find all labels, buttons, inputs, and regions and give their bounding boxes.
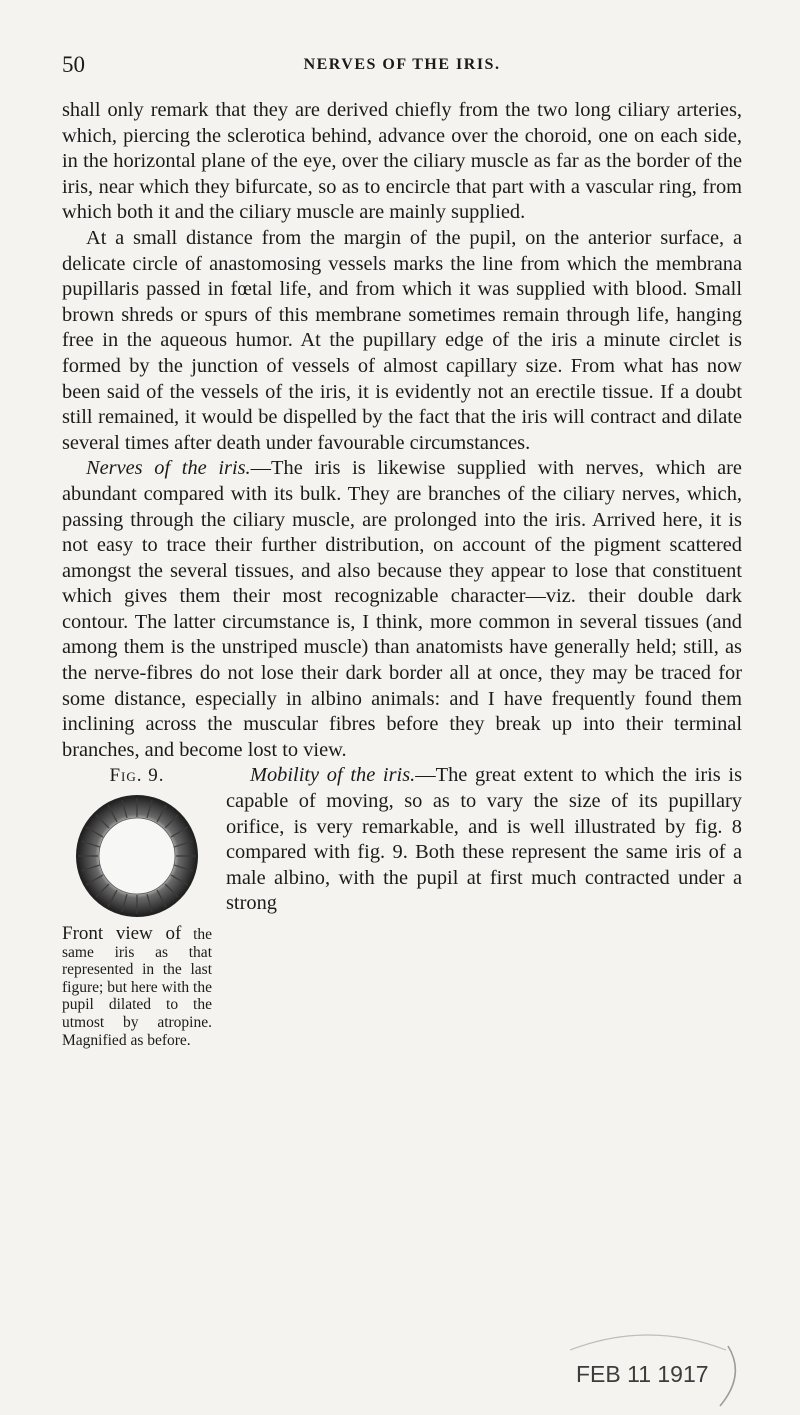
figure-caption-lead: Front view of [62, 923, 182, 945]
paragraph-nerves [62, 456, 742, 763]
iris-illustration [72, 793, 202, 919]
nerves-text: —The iris is likewise supplied with nerves, which are abundant compared with its bulk. They are branches of the ciliary nerves, which, passing through the ciliary muscle, are prolonged into the iris. Arrived here, it is not easy to trace their further distribution, on account of the pigment scattered amongst the several tissues, and also because they appear to lose that constituent which gives them their most recognizable character—viz. their double dark contour. The latter circumstance is, I think, more common in several tissues (and among them is the unstriped muscle) than anatomists have generally held; still, as the nerve-fibres do not lose their dark border all at once, they may be traced for some distance, especially in albino animals: and I have frequently found them inclining across the muscular fibres before they break up into their terminal branches, and become lost to view. [62, 457, 742, 761]
library-stamp [548, 1330, 748, 1410]
figure-label: Fig. 9. [109, 765, 165, 787]
heading-nerves-of-the-iris: Nerves of the iris. [86, 457, 251, 480]
figure-caption-rest: the same iris as that represented in the last figure; but here with the pupil dilated to the utmost by atropine. Magnified as before. [62, 926, 213, 1049]
mobility-text: —The great extent to which the iris is capable of moving, so as to vary the size of its pupillary orifice, is very remarkable, and is well illustrated by fig. 8 compared with fig. 9. Both these represent the same iris of a male albino, with the pupil at first much contracted under a strong [226, 764, 742, 915]
figure-9 [62, 763, 212, 1049]
page-number: 50 [62, 52, 85, 77]
running-head: NERVES OF THE IRIS. [303, 56, 501, 73]
page-header [62, 52, 742, 82]
figure-caption [62, 925, 212, 1049]
body-text [62, 98, 742, 1049]
heading-mobility-of-the-iris: Mobility of the iris. [250, 764, 416, 787]
paragraph-1: shall only remark that they are derived chiefly from the two long ciliary arteries, which, piercing the sclerotica behind, advance over the choroid, one on each side, in the horizontal plane of the eye, over the ciliary muscle as far as the border of the iris, near which they bifurcate, so as to encircle that part with a vascular ring, from which both it and the ciliary muscle are mainly supplied. [62, 99, 742, 224]
stamp-date: FEB 11 1917 [576, 1361, 709, 1387]
paragraph-2: At a small distance from the margin of the pupil, on the anterior surface, a delicate circle of anastomosing vessels marks the line from which the membrana pupillaris passed in fœtal life, and from which it was supplied with blood. Small brown shreds or spurs of this membrane sometimes remain through life, hanging free in the aqueous humor. At the pupillary edge of the iris a minute circlet is formed by the junction of vessels of almost capillary size. From what has now been said of the vessels of the iris, it is evidently not an erectile tissue. If a doubt still remained, it would be dispelled by the fact that the iris will contract and dilate several times after death under favourable circumstances. [62, 226, 742, 454]
